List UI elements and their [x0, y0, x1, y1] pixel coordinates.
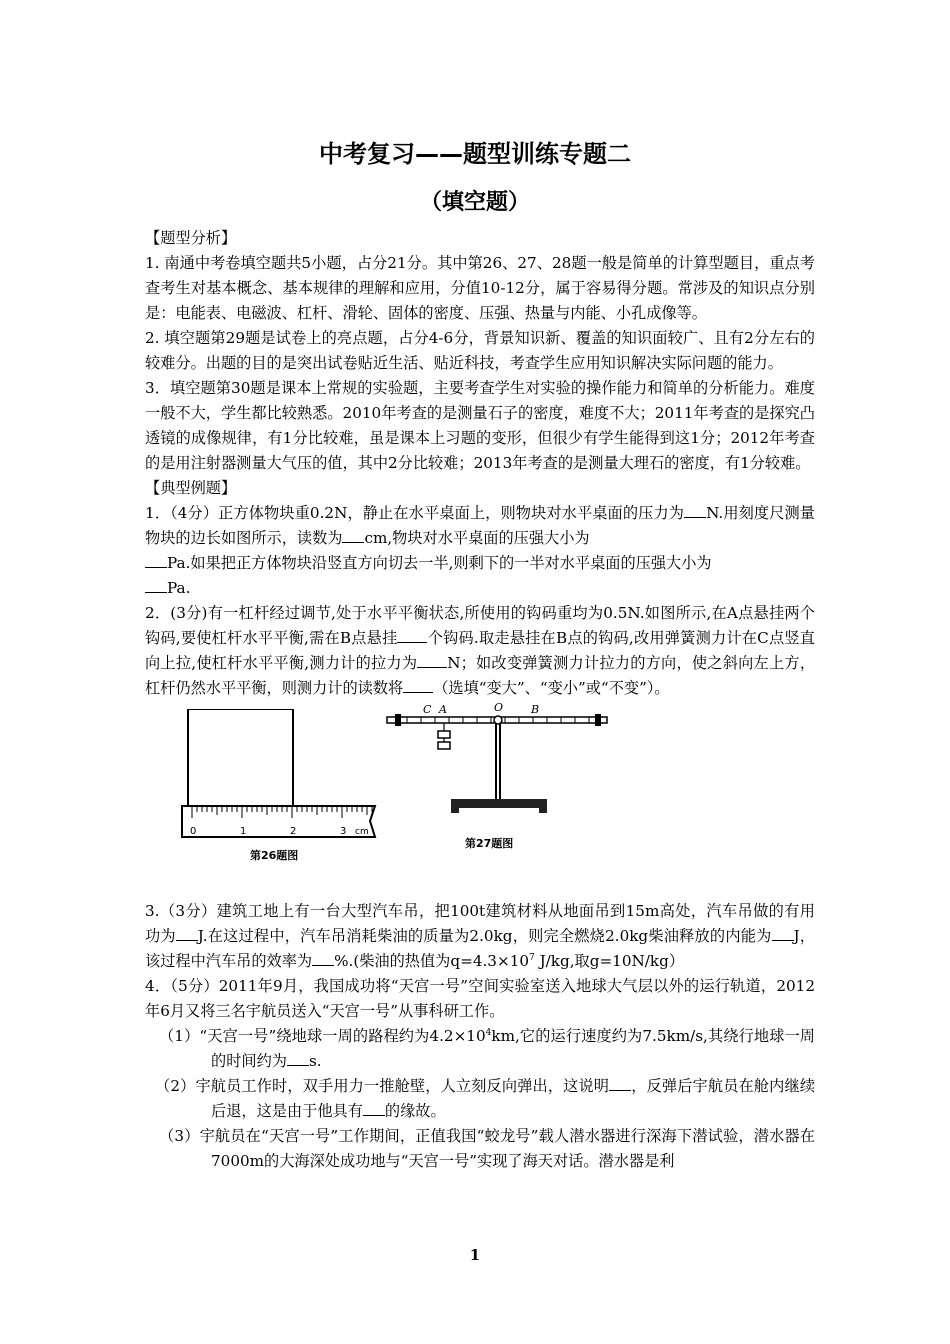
ruler-tick-label: 3	[340, 826, 347, 837]
analysis-paragraph-2: 2. 填空题第29题是试卷上的亮点题，占分4-6分，背景知识新、覆盖的知识面较广、且有2分左右的较难分。出题的目的是突出试卷贴近生活、贴近科技，考查学生应用知识解决实际问题的能力。	[145, 329, 815, 372]
question-4-part-3: （3）宇航员在“天宫一号”工作期间，正值我国“蛟龙号”载人潜水器进行深海下潜试验，潜水器在7000m的大海深处成功地与“天宫一号”实现了海天对话。潜水器是利	[159, 1127, 815, 1170]
answer-blank	[312, 951, 334, 966]
document-body	[145, 226, 815, 1174]
answer-blank	[176, 926, 198, 941]
ruler-unit: cm	[355, 827, 369, 837]
figures-row	[145, 701, 815, 899]
answer-blank	[342, 528, 364, 543]
question-4-part-1: （1）“天宫一号”绕地球一周的路程约为$4.2\times 10^4km$,它的运行速度约为7.5km/s,其绕行地球一周的时间约为 s.	[159, 1027, 815, 1070]
answer-blank	[609, 1076, 631, 1091]
question-4-intro: 4．（5分）2011年9月，我国成功将“天宫一号”空间实验室送入地球大气层以外的运行轨道，2012年6月又将三名宇航员送入“天宫一号”从事科研工作。	[145, 977, 815, 1020]
answer-blank	[287, 1051, 309, 1066]
lever-label-b: B	[531, 703, 540, 716]
stand-base	[451, 799, 547, 808]
analysis-paragraph-3: 3．填空题第30题是课本上常规的实验题，主要考查学生对实验的操作能力和简单的分析能力。难度一般不大，学生都比较熟悉。2010年考查的是测量石子的密度，难度不大；2011年考查的是探究凸透镜的成像规律，有1分比较难，虽是课本上习题的变形，但很少有学生能得到这1分；2012年考查的是用注射器测量大气压的值，其中2分比较难；2013年考查的是测量大理石的密度，有1分较难。	[145, 379, 815, 472]
figure-27-lever	[383, 701, 613, 861]
question-1: 1．（4分）正方体物块重0.2N，静止在水平桌面上，则物块对水平桌面的压力为 N.用刻度尺测量物块的边长如图所示，读数为 cm,物块对水平桌面的压强大小为 Pa.如果把正方体物块沿竖直方向切去一半,则剩下的一半对水平桌面的压强大小为 Pa.	[145, 504, 815, 597]
answer-blank	[145, 578, 167, 593]
answer-blank	[772, 926, 794, 941]
ruler-tick-label: 1	[240, 826, 247, 837]
lever-label-c: C	[423, 703, 432, 716]
answer-blank	[145, 553, 167, 568]
page-subtitle: （填空题）	[419, 190, 530, 215]
answer-blank	[417, 653, 447, 668]
figure-27-caption: 第27题图	[465, 837, 514, 850]
figure-26-ruler	[180, 709, 380, 869]
question-2: 2．(3分)有一杠杆经过调节,处于水平平衡状态,所使用的钩码重均为0.5N.如图所示,在A点悬挂两个钩码,要使杠杆水平平衡,需在B点悬挂 个钩码.取走悬挂在B点的钩码,改用弹簧测力计在C点竖直向上拉,使杠杆水平平衡,测力计的拉力为 N；如改变弹簧测力计拉力的方向，使之斜向左上方，杠杆仍然水平平衡，则测力计的读数将 （选填“变大”、“变小”或“不变”）。	[145, 604, 816, 697]
question-4-part-2: （2）宇航员工作时，双手用力一推舱壁，人立刻反向弹出，这说明 ，反弹后宇航员在舱内继续后退，这是由于他具有 的缘故。	[155, 1077, 816, 1120]
question-3: 3.（3分）建筑工地上有一台大型汽车吊，把100t建筑材料从地面吊到15m高处，汽车吊做的有用功为 J.在这过程中，汽车吊消耗柴油的质量为2.0kg，则完全燃烧2.0kg柴油释放的内能为 J，该过程中汽车吊的效率为 %.(柴油的热值为$q=4.3\times 10^7$ J/kg,取g=10N/kg）	[145, 902, 815, 970]
pivot-o	[494, 716, 502, 724]
cube-block	[188, 709, 293, 809]
answer-blank	[403, 678, 433, 693]
hook-weights	[438, 723, 450, 749]
lever-label-a: A	[439, 703, 447, 716]
examples-heading: 【典型例题】	[145, 479, 237, 497]
answer-blank	[363, 1101, 385, 1116]
analysis-heading: 【题型分析】	[145, 229, 237, 247]
answer-blank	[684, 503, 706, 518]
ruler-tick-label: 2	[290, 826, 297, 837]
page-number: 1	[469, 1246, 481, 1264]
answer-blank	[397, 628, 427, 643]
lever-label-o: O	[494, 701, 504, 714]
analysis-paragraph-1: 1. 南通中考卷填空题共5小题，占分21分。其中第26、27、28题一般是简单的计算型题目，重点考查考生对基本概念、基本规律的理解和应用，分值10-12分，属于容易得分题。常涉及的知识点分别是：电能表、电磁波、杠杆、滑轮、固体的密度、压强、热量与内能、小孔成像等。	[145, 254, 815, 322]
figure-26-caption: 第26题图	[250, 849, 299, 862]
page-title: 中考复习——题型训练专题二	[319, 140, 631, 168]
ruler-tick-label: 0	[190, 826, 197, 837]
